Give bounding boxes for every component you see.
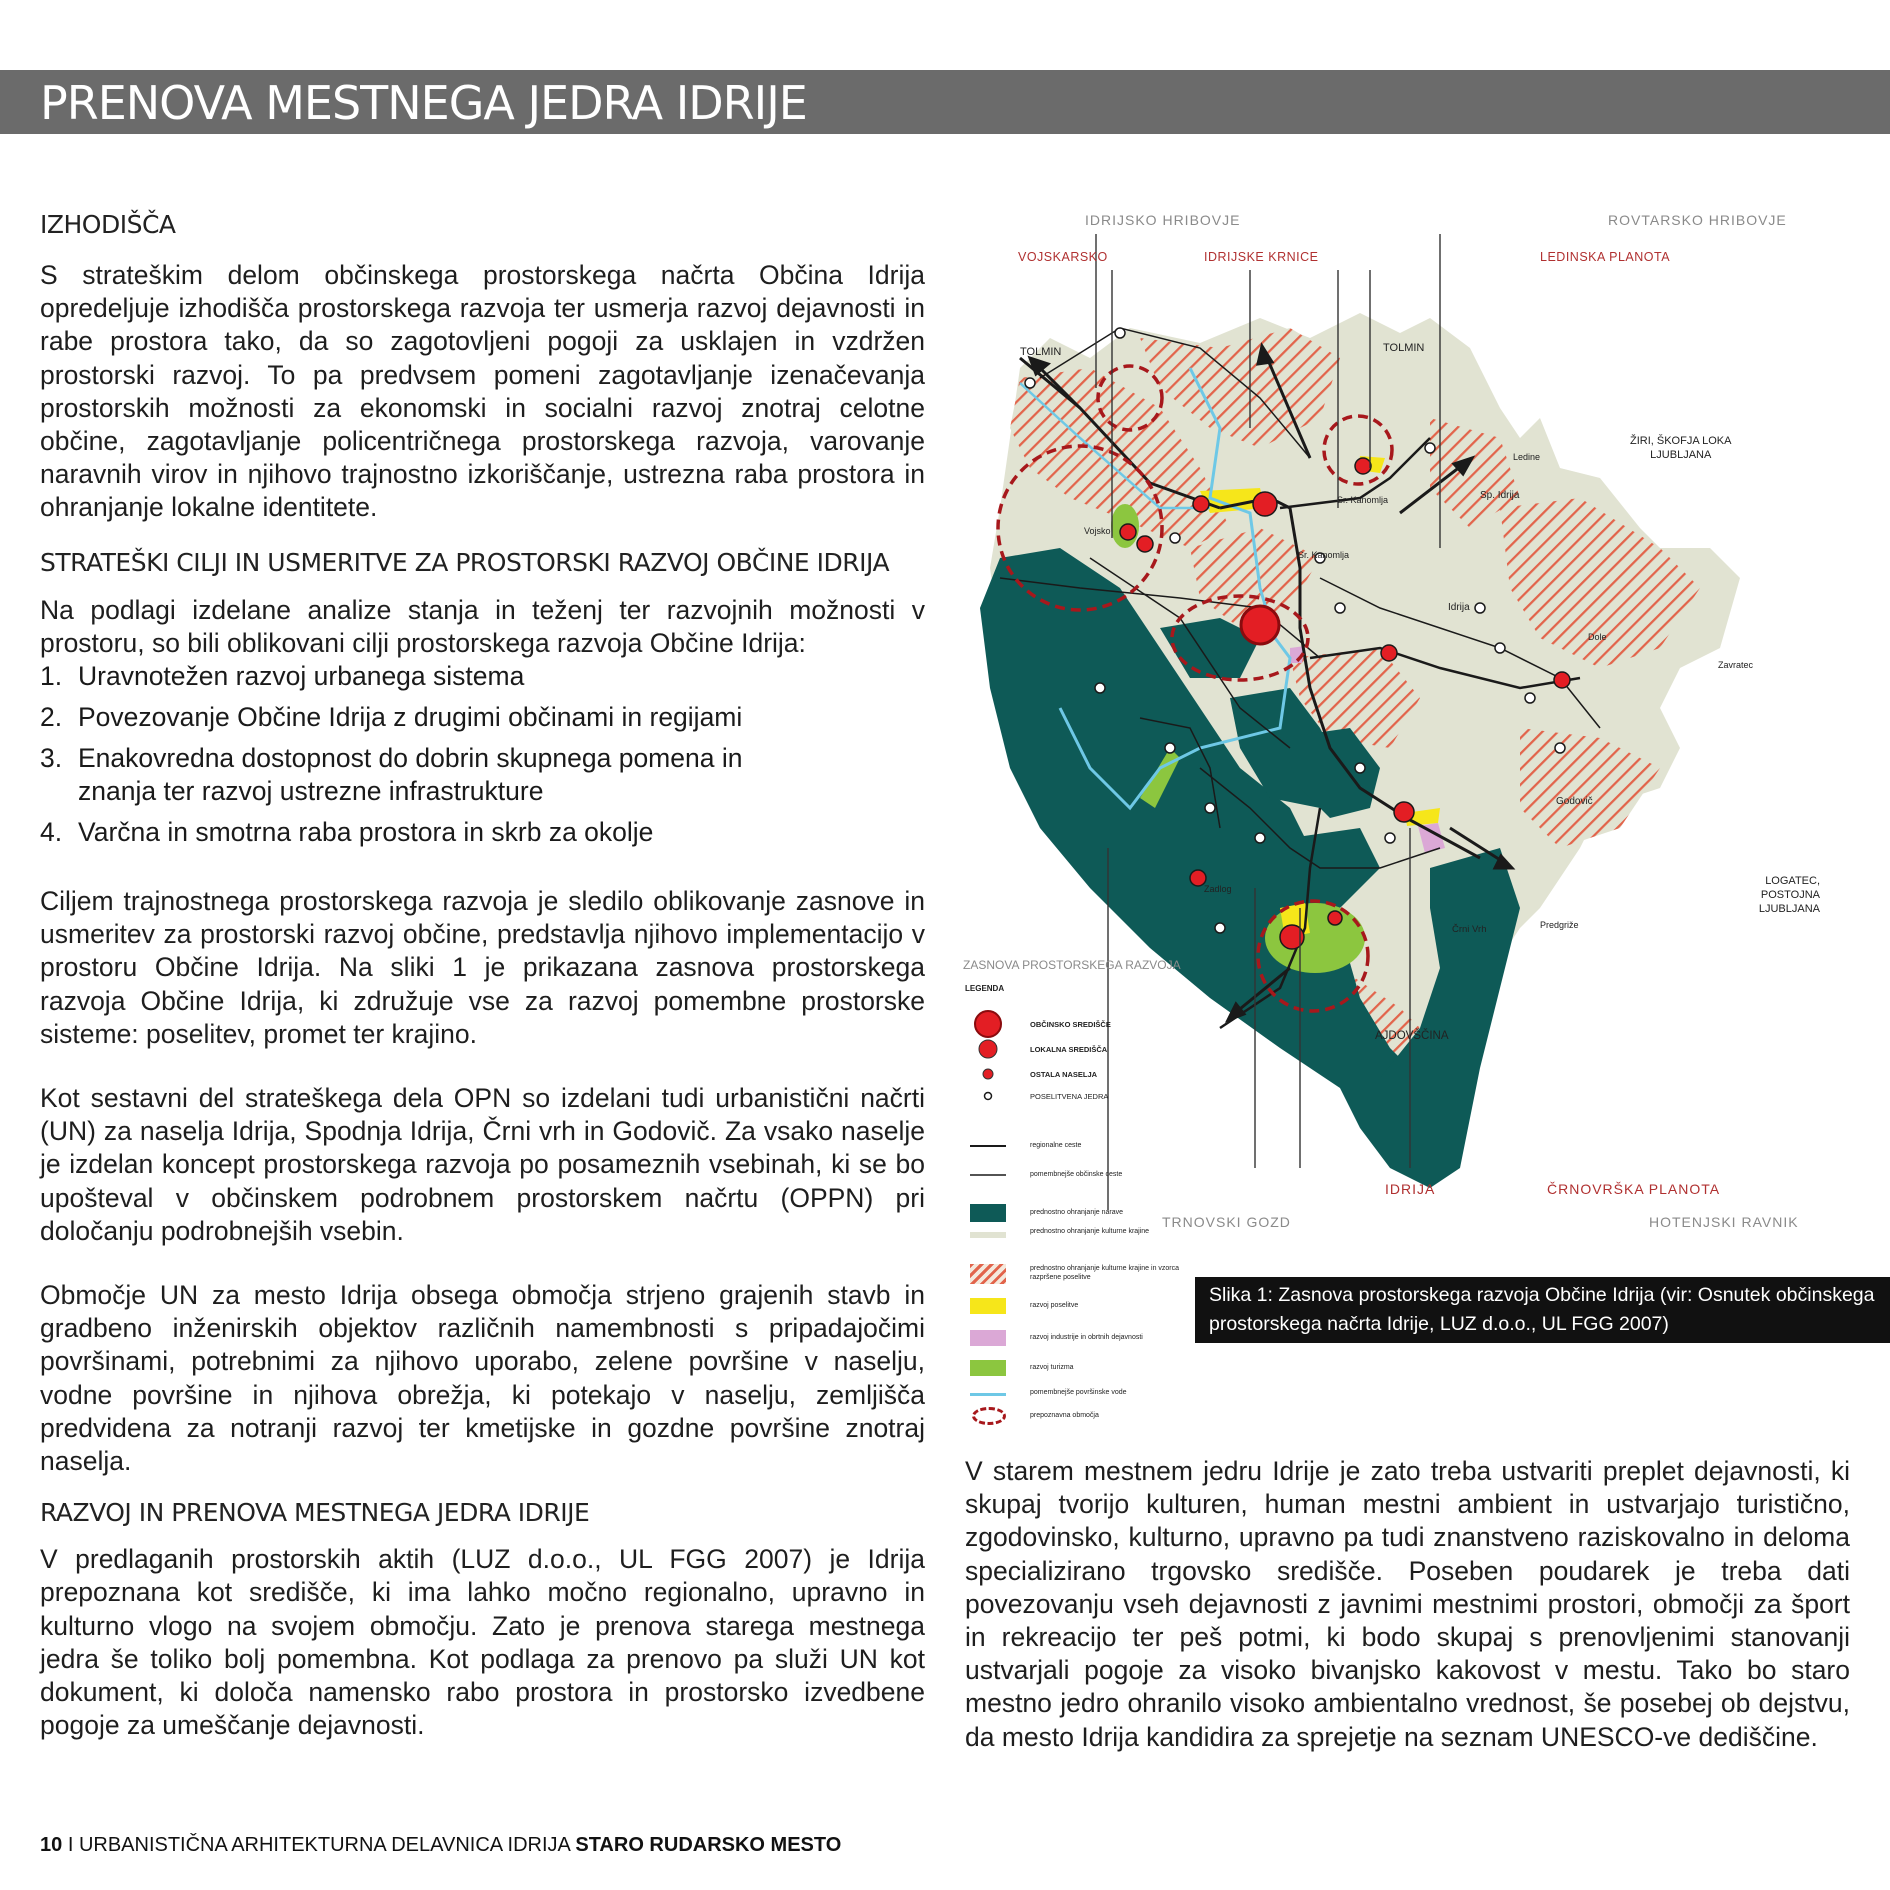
map-place-label: Vojsko (1084, 526, 1111, 536)
map-region-label: ROVTARSKO HRIBOVJE (1608, 212, 1787, 228)
legend-item: OSTALA NASELJA (1030, 1070, 1098, 1079)
map-place-label: Zadlog (1204, 884, 1232, 894)
legend-swatch-industry (970, 1330, 1006, 1346)
legend-swatch-recognizable (972, 1407, 1006, 1425)
map-direction-label: TOLMIN (1383, 342, 1425, 354)
legend-item: prepoznavna območja (1030, 1412, 1099, 1419)
legend-item: razvoj industrije in obrtnih dejavnosti (1030, 1334, 1143, 1341)
map-region-label: HOTENJSKI RAVNIK (1649, 1214, 1799, 1230)
section-heading-izhodisca: IZHODIŠČA (40, 210, 176, 239)
map-place-label: Zavratec (1718, 660, 1754, 670)
map-direction-label: ŽIRI, ŠKOFJA LOKA LJUBLJANA (1630, 435, 1732, 461)
map-direction-label: LOGATEC, POSTOJNA LJUBLJANA (1758, 875, 1820, 915)
legend-item: prednostno ohranjanje kulturne krajine in vzorca razpršene poselitve (1030, 1265, 1180, 1281)
map-place-label: Predgriže (1540, 920, 1579, 930)
legend-item: prednostno ohranjanje kulturne krajine (1030, 1228, 1150, 1235)
title-bar (0, 70, 1890, 134)
intro-paragraph: S strateškim delom občinskega prostorskega načrta Občina Idrija opredeljuje izhodišča prostorskega razvoja ter usmerja razvoj dejavnosti in rabe prostora tako, da so zagotovljeni pogoji za usklajen in vzdržen prostorski razvoj. To pa predvsem pomeni zagotavljanje izenačevanja prostorskih možnosti za ekonomski in socialni razvoj znotraj celotne občine, zagotavljanje policentričnega prostorskega razvoja, varovanje naravnih virov in njihovo trajnostno izkoriščanje, ustrezna raba prostora in ohranjanje lokalne identitete. (40, 260, 925, 523)
legend-item: prednostno ohranjanje narave (1030, 1209, 1124, 1216)
paragraph-old-town: V starem mestnem jedru Idrije je zato treba ustvariti preplet dejavnosti, ki skupaj tvorijo kulturen, human mestni ambient in ustvarjajo turistično, zgodovinsko, kulturno, upravno pa tudi znanstveno raziskovalno in deloma specializirano trgovsko središče. Poseben poudarek je treba dati povezovanju vseh dejavnosti z javnimi mestnimi prostori, območji za šport in rekreacijo ter peš potmi, ki bodo skupaj s prenovljenimi stanovanji ustvarjali pogoje za visoko bivanjsko kakovost v mestu. Tako bo staro mestno jedro ohranilo visoko ambientalno vrednost, še posebej ob dejstvu, da mesto Idrija kandidira za sprejetje na seznam UNESCO-ve dediščine. (965, 1456, 1850, 1752)
map-place-label: Ledine (1513, 452, 1541, 462)
paragraph-zasnova: Ciljem trajnostnega prostorskega razvoja je sledilo oblikovanje zasnove in usmeritev za prostorski razvoj občine, predstavlja njihovo implementacijo v prostoru Občine Idrija. Na sliki 1 je prikazana zasnova prostorskega razvoja Občine Idrija, ki združuje vse za razvoj pomembne prostorske sisteme: poselitev, promet ter krajino. (40, 886, 925, 1049)
figure-caption: Slika 1: Zasnova prostorskega razvoja Občine Idrija (vir: Osnutek občinskega prostorskega načrta Idrije, LUZ d.o.o., UL FGG 2007) (1195, 1277, 1890, 1343)
list-item: 1. Uravnotežen razvoj urbanega sistema (40, 661, 525, 692)
legend-item: razvoj turizma (1030, 1364, 1074, 1371)
legend-item: POSELITVENA JEDRA (1030, 1092, 1109, 1101)
legend-item: LOKALNA SREDIŠČA (1030, 1045, 1108, 1054)
map-place-label: Dole (1588, 632, 1607, 642)
page-footer (40, 1834, 841, 1857)
footer-separator: I (67, 1834, 74, 1856)
map-direction-label: TOLMIN (1020, 346, 1062, 358)
footer-subtitle: STARO RUDARSKO MESTO (575, 1834, 842, 1856)
footer-publication: URBANISTIČNA ARHITEKTURNA DELAVNICA IDRIJA (78, 1834, 570, 1856)
map-place-label: Godovič (1556, 796, 1593, 807)
legend-item: pomembnejše površinske vode (1030, 1389, 1127, 1396)
legend-item: pomembnejše občinske ceste (1030, 1171, 1123, 1178)
map-region-label: ČRNOVRŠKA PLANOTA (1547, 1181, 1721, 1197)
map-place-label: Sp. Idrija (1480, 490, 1520, 501)
spatial-development-map (960, 208, 1820, 1238)
page-number: 10 (40, 1834, 63, 1856)
legend-item: regionalne ceste (1030, 1142, 1082, 1149)
legend-swatch-hatch (970, 1264, 1006, 1284)
goals-intro-paragraph: Na podlagi izdelane analize stanja in teženj ter razvojnih možnosti v prostoru, so bili oblikovani cilji prostorskega razvoja Občine Idrija: (40, 594, 925, 658)
legend-item: razvoj poselitve (1030, 1302, 1079, 1309)
map-place-label: Sr. Kanomlja (1337, 495, 1389, 505)
map-region-label: LEDINSKA PLANOTA (1540, 250, 1671, 264)
map-region-label: TRNOVSKI GOZD (1162, 1214, 1291, 1230)
page-title: PRENOVA MESTNEGA JEDRA IDRIJE (40, 76, 807, 130)
list-item: 3. Enakovredna dostopnost do dobrin skupnega pomena in znanja ter razvoj ustrezne infrastrukture (40, 743, 743, 807)
map-place-label: Črni Vrh (1452, 924, 1487, 935)
paragraph-obmocje: Območje UN za mesto Idrija obsega območja strjeno grajenih stavb in gradbeno inženirskih objektov različnih namembnosti s pripadajočimi površinami, potrebnimi za njihovo uporabo, zelene površine v naselju, vodne površine in njihova obrežja, ki potekajo v naselju, zemljišča predvidena za notranji razvoj ter kmetijske in gozdne površine znotraj naselja. (40, 1280, 925, 1477)
legend-title: ZASNOVA PROSTORSKEGA RAZVOJA (963, 958, 1181, 972)
list-item: 2. Povezovanje Občine Idrija z drugimi občinami in regijami (40, 702, 743, 733)
map-place-label: Idrija (1448, 602, 1470, 613)
map-region-label: IDRIJA (1385, 1181, 1436, 1197)
legend-label: LEGENDA (965, 984, 1005, 993)
map-direction-label: AJDOVŠČINA (1375, 1030, 1449, 1042)
section-heading-strategic-goals: STRATEŠKI CILJI IN USMERITVE ZA PROSTORSKI RAZVOJ OBČINE IDRIJA (40, 547, 890, 577)
legend-item: OBČINSKO SREDIŠČE (1030, 1020, 1111, 1029)
list-item: 4. Varčna in smotrna raba prostora in skrb za okolje (40, 817, 654, 848)
map-region-label: IDRIJSKO HRIBOVJE (1085, 212, 1241, 228)
map-svg (960, 208, 1820, 1238)
left-column (40, 210, 925, 1743)
legend-swatch-tourism (970, 1360, 1006, 1376)
map-place-label: Sr. Kanomlja (1298, 550, 1350, 560)
map-region-label: IDRIJSKE KRNICE (1204, 250, 1319, 264)
paragraph-un: Kot sestavni del strateškega dela OPN so izdelani tudi urbanistični načrti (UN) za naselja Idrija, Spodnja Idrija, Črni vrh in Godovič. Za vsako naselje je izdelan koncept prostorskega razvoja po posameznih vsebinah, ki se bo upošteval v občinskem podrobnem prostorskem načrtu (OPPN) pri določanju podrobnejših vsebin. (40, 1083, 925, 1246)
map-region-label: VOJSKARSKO (1018, 250, 1108, 264)
legend-swatch-water (970, 1393, 1006, 1396)
section-heading-prenova: RAZVOJ IN PRENOVA MESTNEGA JEDRA IDRIJE (40, 1498, 590, 1528)
goals-list (40, 660, 925, 849)
paragraph-prenova: V predlaganih prostorskih aktih (LUZ d.o.o., UL FGG 2007) je Idrija prepoznana kot središče, ki ima lahko močno regionalno, upravno in kulturno vlogo na svojem območju. Zato je prenova starega mestnega jedra še toliko bolj pomembna. Kot podlaga za prenovo pa služi UN kot dokument, ki določa namensko rabo prostora in prostorsko izvedbene pogoje za umeščanje dejavnosti. (40, 1544, 925, 1741)
legend-swatch-settlement (970, 1298, 1006, 1314)
map-legend-swatches (970, 1011, 1006, 1238)
